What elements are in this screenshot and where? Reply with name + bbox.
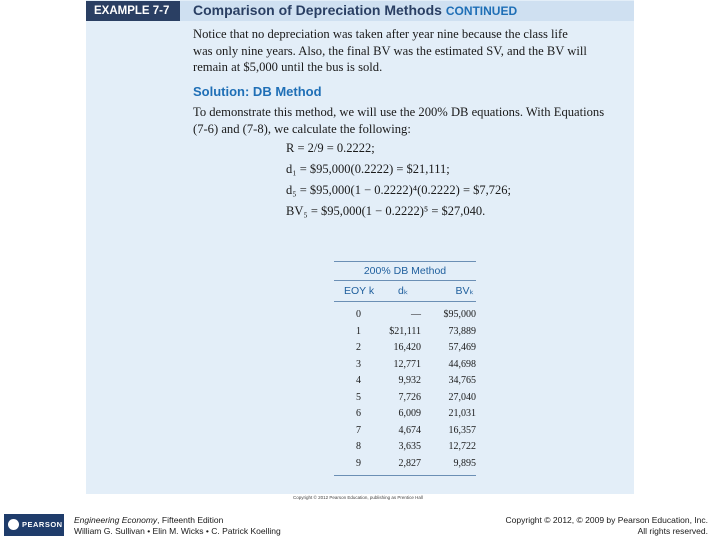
logo-text: PEARSON	[22, 520, 63, 529]
cell-bvk: 34,765	[448, 375, 476, 386]
cell-bvk: 27,040	[448, 391, 476, 403]
solution-line: To demonstrate this method, we will use the 200% DB equations. With Equations	[193, 105, 605, 119]
cell-eoy: 0	[356, 309, 361, 320]
cell-eoy: 4	[356, 375, 361, 386]
cell-bvk: 21,031	[448, 408, 476, 419]
table-row	[334, 326, 476, 340]
table-row	[334, 425, 476, 439]
cell-eoy: 2	[356, 342, 361, 353]
cell-dk: $21,111	[389, 325, 421, 337]
cell-eoy: 5	[356, 391, 361, 403]
footer-copyright: Copyright © 2012, © 2009 by Pearson Education, Inc.	[505, 515, 708, 525]
cell-dk: —	[411, 309, 421, 320]
cell-dk: 6,009	[398, 408, 421, 419]
equation-bv5: BV₅ = $95,000(1 − 0.2222)⁵ = $27,040.	[286, 204, 486, 218]
book-title: Engineering Economy	[74, 515, 158, 525]
header-bvk: BVₖ	[455, 285, 474, 297]
intro-line: was only nine years. Also, the final BV was the estimated SV, and the BV will	[193, 43, 587, 58]
intro-line: remain at $5,000 until the bus is sold.	[193, 60, 383, 74]
cell-dk: 16,420	[393, 342, 421, 353]
solution-line: (7-6) and (7-8), we calculate the following:	[193, 121, 411, 136]
intro-paragraph	[193, 26, 623, 76]
header-eoy: EOY k	[344, 285, 375, 297]
table-row	[334, 458, 476, 472]
equation-d5: d₅ = $95,000(1 − 0.2222)⁴(0.2222) = $7,726;	[286, 183, 511, 197]
cell-eoy: 9	[356, 457, 361, 469]
book-edition: , Fifteenth Edition	[157, 515, 224, 525]
cell-bvk: 9,895	[453, 457, 476, 469]
equation-d1: d₁ = $95,000(0.2222) = $21,111;	[286, 162, 450, 176]
table-row	[334, 309, 476, 323]
cell-dk: 7,726	[398, 391, 421, 403]
cell-bvk: 12,722	[448, 441, 476, 452]
cell-eoy: 6	[356, 408, 361, 419]
cell-bvk: $95,000	[443, 309, 476, 320]
cell-bvk: 73,889	[448, 325, 476, 337]
cell-eoy: 7	[356, 424, 361, 436]
table-row	[334, 375, 476, 389]
solution-heading: Solution: DB Method	[193, 84, 322, 99]
cell-eoy: 1	[356, 325, 361, 337]
pearson-mark-icon	[8, 519, 19, 530]
table-row	[334, 342, 476, 356]
book-title-line	[74, 515, 223, 525]
footer-rights: All rights reserved.	[637, 526, 708, 536]
footer	[0, 512, 720, 540]
table-title: 200% DB Method	[334, 261, 476, 281]
table-row	[334, 392, 476, 406]
title-text: Comparison of Depreciation Methods	[193, 2, 442, 18]
intro-line: Notice that no depreciation was taken after year nine because the class life	[193, 27, 568, 41]
continued-label: CONTINUED	[445, 4, 518, 18]
example-label: EXAMPLE 7-7	[86, 1, 180, 21]
table-row	[334, 359, 476, 373]
pearson-logo	[4, 514, 64, 536]
equation-rate: R = 2/9 = 0.2222;	[286, 141, 375, 155]
cell-eoy: 3	[356, 358, 361, 370]
authors: William G. Sullivan • Elin M. Wicks • C. Patrick Koelling	[74, 526, 281, 536]
cell-bvk: 16,357	[448, 424, 476, 436]
cell-dk: 4,674	[398, 424, 421, 436]
solution-paragraph	[193, 104, 623, 137]
table-row	[334, 441, 476, 455]
cell-dk: 12,771	[393, 358, 421, 370]
cell-dk: 2,827	[398, 457, 421, 469]
example-title	[193, 2, 517, 18]
cell-eoy: 8	[356, 441, 361, 452]
table-header	[334, 285, 476, 302]
table-bottom-rule	[334, 475, 476, 476]
table-row	[334, 408, 476, 422]
cell-bvk: 44,698	[448, 358, 476, 370]
cell-dk: 9,932	[398, 375, 421, 386]
header-dk: dₖ	[398, 285, 409, 297]
cell-dk: 3,635	[398, 441, 421, 452]
slide-copyright: Copyright © 2012 Pearson Education, publishing as Prentice Hall	[293, 495, 423, 500]
cell-bvk: 57,469	[448, 342, 476, 353]
